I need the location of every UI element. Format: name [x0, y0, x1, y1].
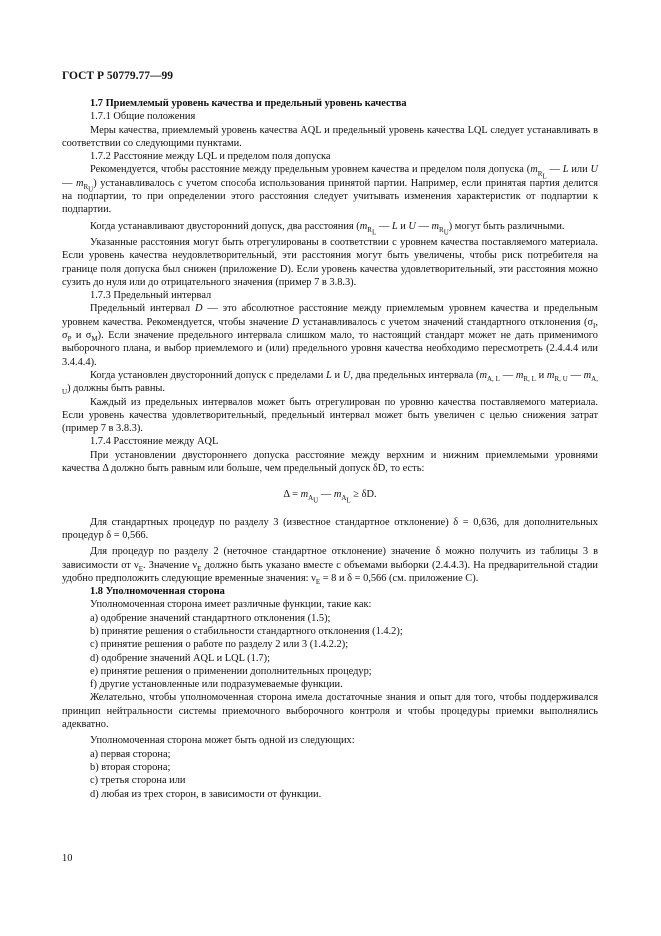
- list-item: d) одобрение значений AQL и LQL (1.7);: [90, 652, 270, 664]
- list-item: f) другие установленные или подразумеваемые функции.: [90, 679, 343, 691]
- paragraph: Уполномоченная сторона может быть одной из следующих:: [90, 735, 355, 747]
- paragraph: Желательно, чтобы уполномоченная сторона имела достаточные знания и опыт для того, чтобы поддерживался принцип нейтральности системы приемочного выборочного контроля и чтобы процедуры приемки выполнялись адекватно.: [62, 692, 598, 731]
- paragraph: Указанные расстояния могут быть отрегулированы в соответствии с уровнем качества поставляемого материала. Если уровень качества неудовлетворительный, эти расстояния могут быть увеличены, чтобы риск потребителя на границе поля допуска был снижен (приложение D). Если уровень качества удовлетворительный, эти расстояния можно сузить до нуля или до отрицательного значения (пример 7 в 3.8.3).: [62, 236, 598, 288]
- paragraph: Уполномоченная сторона имеет различные функции, такие как:: [90, 599, 372, 611]
- list-item: c) принятие решения о работе по разделу 2 или 3 (1.4.2.2);: [90, 639, 349, 651]
- list-item: a) одобрение значений стандартного отклонения (1.5);: [90, 612, 331, 624]
- paragraph: Когда устанавливают двусторонний допуск, два расстояния ($m_{R_L}$ — L и U — $m_{R_U}$) могут быть различными.: [90, 220, 565, 237]
- list-item: b) вторая сторона;: [90, 761, 171, 773]
- list-item: b) принятие решения о стабильности стандартного отклонения (1.4.2);: [90, 625, 403, 637]
- page-number: 10: [62, 853, 73, 864]
- list-item: a) первая сторона;: [90, 748, 171, 760]
- subsection-title-1-7-2: 1.7.2 Расстояние между LQL и пределом поля допуска: [90, 151, 331, 163]
- paragraph: При установлении двустороннего допуска расстояние между верхним и нижним приемлемыми уровнями качества Δ должно быть равным или больше, чем предельный допуск δD, то есть:: [62, 449, 598, 475]
- subsection-title-1-7-3: 1.7.3 Предельный интервал: [90, 290, 212, 302]
- paragraph: Каждый из предельных интервалов может быть отрегулирован по уровню качества поставляемого материала. Если уровень качества удовлетворительный, предельный интервал может быть увеличен с целью снижения затрат (пример 7 в 3.8.3).: [62, 396, 598, 435]
- list-item: c) третья сторона или: [90, 775, 186, 787]
- paragraph: Рекомендуется, чтобы расстояние между предельным уровнем качества и пределом поля допуска ($m_{R_L}$ — L или U — $m_{R_U}$) устанавливалось с учетом способа использования принятой партии. Например, если принятая партия делится на подпартии, то при определении этого расстояния следует учитывать изменения характеристик от подпартии к подпартии.: [62, 164, 598, 216]
- section-title-1-7: 1.7 Приемлемый уровень качества и предельный уровень качества: [90, 98, 407, 109]
- paragraph: Для стандартных процедур по разделу 3 (известное стандартное отклонение) δ = 0,636, для дополнительных процедур δ = 0,566.: [62, 516, 598, 541]
- paragraph: Предельный интервал D — это абсолютное расстояние между приемлемым уровнем качества и предельным уровнем качества. Рекомендуется, чтобы значение D устанавливалось с учетом значений стандартного отклонения ($\sigma_I$, $\sigma_P$ и $\sigma_M$). Если значение предельного интервала слишком мало, то настоящий стандарт может не дать применимого выборочного плана, и выбор приемлемого и (или) предельного уровня качества необходимо пересмотреть (2.4.4.4 или 3.4.4.4).: [62, 303, 598, 368]
- paragraph: Меры качества, приемлемый уровень качества AQL и предельный уровень качества LQL следует устанавливать в соответствии со следующими пунктами.: [62, 124, 598, 149]
- subsection-title-1-7-1: 1.7.1 Общие положения: [90, 111, 196, 123]
- formula: $\Delta = m_{A_U}$ — $m_{A_L} \ge \delta D$.: [283, 489, 377, 505]
- paragraph: Для процедур по разделу 2 (неточное стандартное отклонение) значение δ можно получить из таблицы 3 в зависимости от $\nu_E$. Значение $\nu_E$ должно быть указано вместе с объемами выборки (2.4.4.3). На предварительной стадии удобно предположить следующие временные значения: $\nu_E = 8$ и δ = 0,566 (см. приложение С).: [62, 546, 598, 586]
- list-item: d) любая из трех сторон, в зависимости от функции.: [90, 788, 322, 800]
- subsection-title-1-7-4: 1.7.4 Расстояние между AQL: [90, 436, 219, 448]
- document-number: ГОСТ Р 50779.77—99: [62, 70, 173, 82]
- section-title-1-8: 1.8 Уполномоченная сторона: [90, 586, 225, 598]
- list-item: e) принятие решения о применении дополнительных процедур;: [90, 665, 372, 677]
- page-body: [62, 97, 598, 801]
- paragraph: Когда установлен двусторонний допуск с пределами L и U, два предельных интервала ($m_{A, L}$ — $m_{R, L}$ и $m_{R, U}$ — $m_{A, U}$) должны быть равны.: [62, 369, 598, 397]
